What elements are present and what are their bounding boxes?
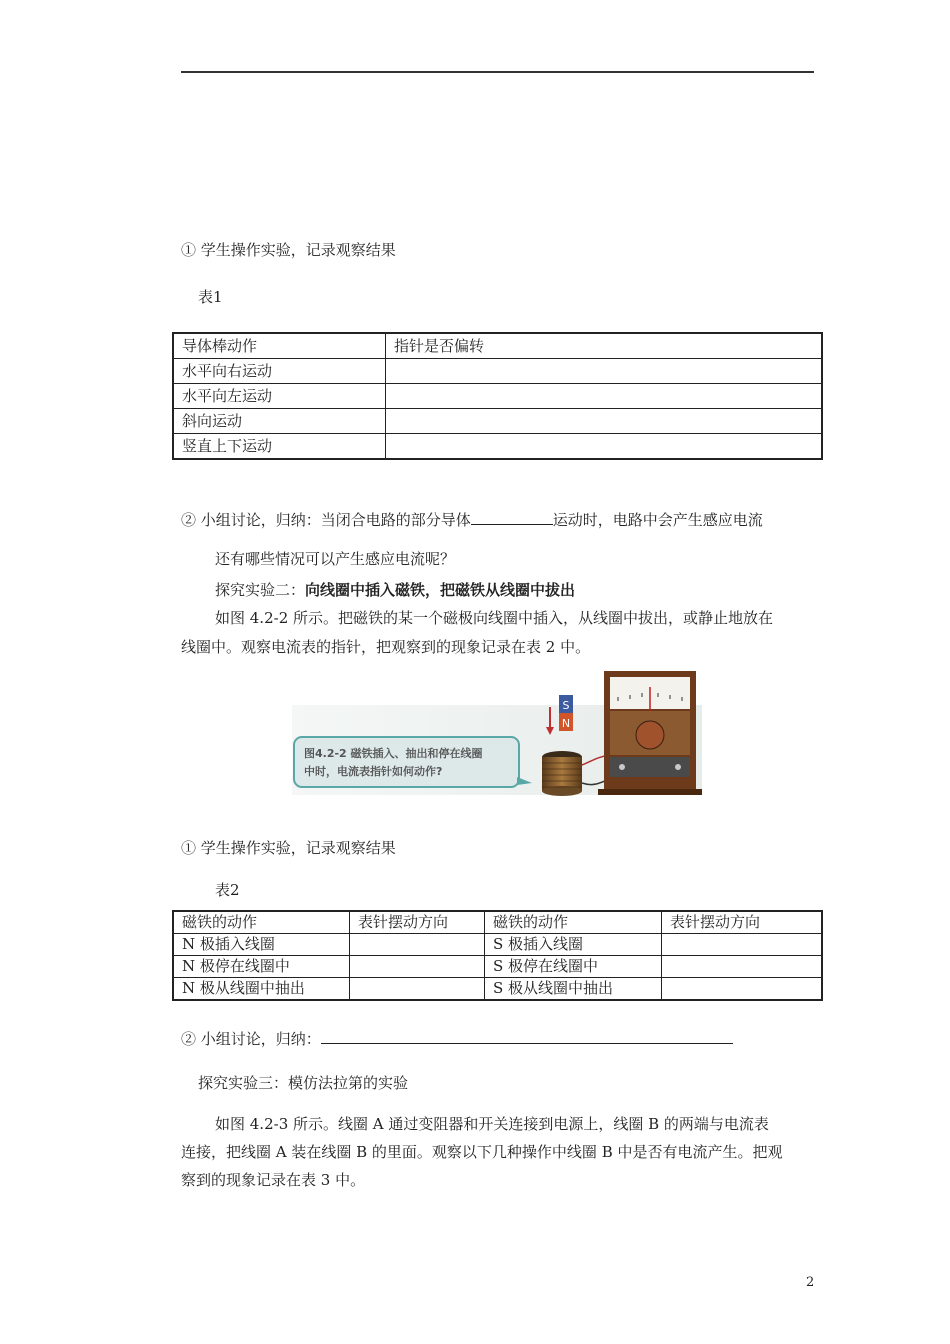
discussion1-prefix: ② 小组讨论，归纳：当闭合电路的部分导体 xyxy=(181,511,471,529)
page-number: 2 xyxy=(806,1275,815,1290)
table1-header-cell: 导体棒动作 xyxy=(173,333,386,359)
table1-row-label: 竖直上下运动 xyxy=(173,434,386,460)
discussion1-suffix: 运动时，电路中会产生感应电流 xyxy=(552,511,763,529)
table-row xyxy=(173,978,822,1001)
fill-in-blank[interactable] xyxy=(321,1027,733,1044)
table1-answer-cell[interactable] xyxy=(386,384,823,409)
table2-answer-cell[interactable] xyxy=(662,934,823,956)
table2-header-cell: 磁铁的动作 xyxy=(173,911,350,934)
table2-header-cell: 磁铁的动作 xyxy=(485,911,662,934)
table1-header-cell: 指针是否偏转 xyxy=(386,333,823,359)
table1-row-label: 斜向运动 xyxy=(173,409,386,434)
experiment2-paragraph-line1: 如图 4.2-2 所示。把磁铁的某一个磁极向线圈中插入，从线圈中拔出，或静止地放在 xyxy=(215,609,774,627)
experiment3-line2: 连接，把线圈 A 装在线圈 B 的里面。观察以下几种操作中线圈 B 中是否有电流产生。把观 xyxy=(181,1143,783,1161)
step2-heading: ① 学生操作实验，记录观察结果 xyxy=(181,839,396,857)
table2-header-cell: 表针摆动方向 xyxy=(350,911,485,934)
apparatus-illustration xyxy=(292,665,702,797)
table1-answer-cell[interactable] xyxy=(386,359,823,384)
discussion2 xyxy=(181,1027,733,1049)
table2-answer-cell[interactable] xyxy=(350,934,485,956)
discussion2-label: ② 小组讨论，归纳： xyxy=(181,1030,321,1048)
table2-answer-cell[interactable] xyxy=(662,956,823,978)
table1-caption: 表1 xyxy=(198,288,223,306)
table2-action-cell: N 极插入线圈 xyxy=(173,934,350,956)
table-row xyxy=(173,934,822,956)
table1 xyxy=(172,332,823,460)
table2-action-cell: S 极从线圈中抽出 xyxy=(485,978,662,1001)
coil xyxy=(542,757,582,791)
figure-4-2-2 xyxy=(292,665,702,797)
magnet-s-label: S xyxy=(562,699,570,712)
question-text: 还有哪些情况可以产生感应电流呢？ xyxy=(215,550,456,568)
table2-answer-cell[interactable] xyxy=(350,978,485,1001)
table-row xyxy=(173,911,822,934)
experiment2-paragraph-line2: 线圈中。观察电流表的指针，把观察到的现象记录在表 2 中。 xyxy=(181,638,591,656)
experiment2-heading xyxy=(215,579,575,600)
table2-answer-cell[interactable] xyxy=(662,978,823,1001)
caption-bubble xyxy=(294,737,519,787)
table2-caption: 表2 xyxy=(215,881,240,899)
table1-answer-cell[interactable] xyxy=(386,434,823,460)
table-row xyxy=(173,384,822,409)
experiment3-title: 探究实验三：模仿法拉第的实验 xyxy=(198,1074,409,1092)
table2-header-cell: 表针摆动方向 xyxy=(662,911,823,934)
step1-heading: ① 学生操作实验，记录观察结果 xyxy=(181,241,396,259)
magnet-n-label: N xyxy=(561,717,571,730)
table-row xyxy=(173,359,822,384)
table1-row-label: 水平向右运动 xyxy=(173,359,386,384)
table2-action-cell: S 极插入线圈 xyxy=(485,934,662,956)
table-row xyxy=(173,956,822,978)
table2-action-cell: S 极停在线圈中 xyxy=(485,956,662,978)
table-row xyxy=(173,333,822,359)
table2-answer-cell[interactable] xyxy=(350,956,485,978)
table1-row-label: 水平向左运动 xyxy=(173,384,386,409)
fill-in-blank[interactable] xyxy=(471,508,553,525)
discussion1 xyxy=(181,508,763,530)
header-rule xyxy=(181,71,814,73)
experiment2-title: 向线圈中插入磁铁，把磁铁从线圈中拔出 xyxy=(305,581,576,599)
table-row xyxy=(173,434,822,460)
experiment3-line3: 察到的现象记录在表 3 中。 xyxy=(181,1171,366,1189)
table-row xyxy=(173,409,822,434)
experiment3-line1: 如图 4.2-3 所示。线圈 A 通过变阻器和开关连接到电源上，线圈 B 的两端与电流表 xyxy=(215,1115,769,1133)
figure-caption-line2: 中时，电流表指针如何动作? xyxy=(304,765,443,778)
table1-answer-cell[interactable] xyxy=(386,409,823,434)
table2 xyxy=(172,910,823,1001)
table2-action-cell: N 极停在线圈中 xyxy=(173,956,350,978)
table2-action-cell: N 极从线圈中抽出 xyxy=(173,978,350,1001)
experiment2-label: 探究实验二： xyxy=(215,581,306,599)
figure-caption-line1: 图4.2-2 磁铁插入、抽出和停在线圈 xyxy=(304,747,483,760)
